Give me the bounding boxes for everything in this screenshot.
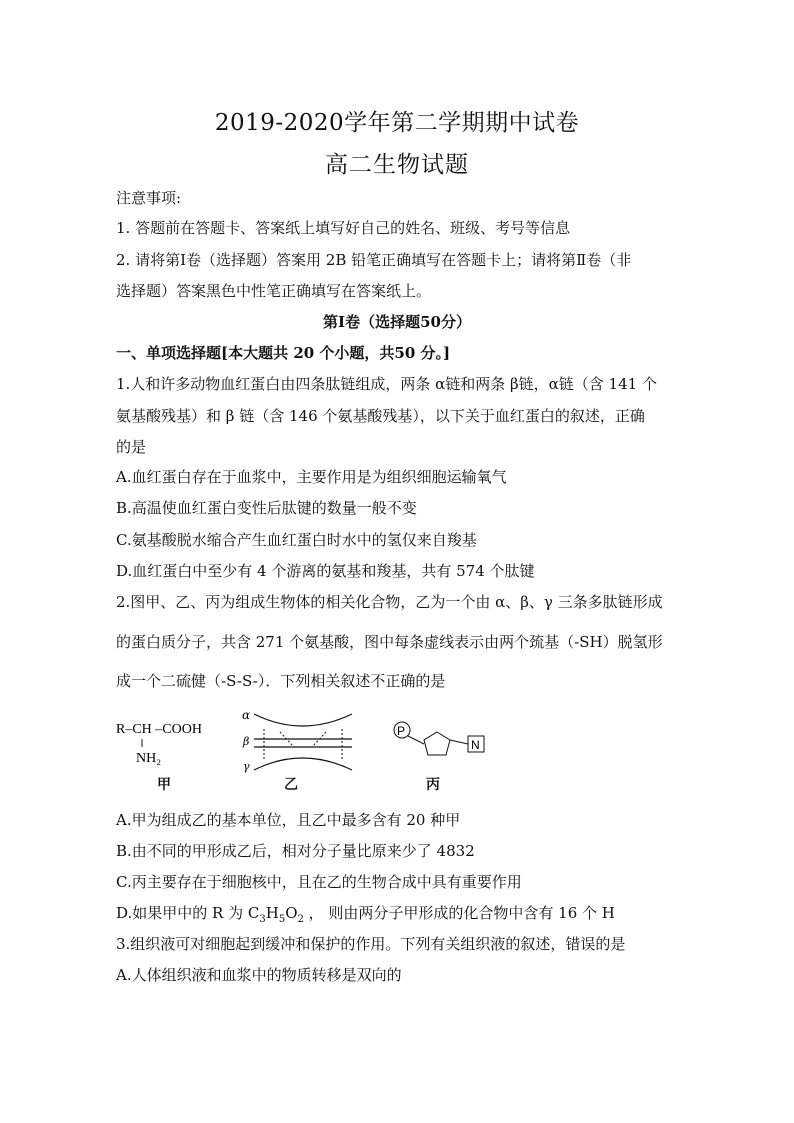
q2-d-sub-2: 5 <box>278 914 286 925</box>
q2-d-sub-3: 2 <box>297 914 304 925</box>
yi-chain-beta-label: β <box>243 735 250 748</box>
q1-option-a: A.血红蛋白存在于血浆中，主要作用是为组织细胞运输氧气 <box>116 468 507 486</box>
bing-base-label: N <box>471 738 480 752</box>
note-item-1: 1. 答题前在答题卡、答案纸上填写好自己的姓名、班级、考号等信息 <box>116 219 571 237</box>
yi-chain-gamma-label: γ <box>243 760 250 773</box>
q2-d-text-pre: D.如果甲中的 R 为 C <box>116 904 260 922</box>
figure-label-jia: 甲 <box>157 777 171 793</box>
yi-gamma-chain <box>254 758 352 770</box>
q1-stem-line-2: 氨基酸残基）和 β 链（含 146 个氨基酸残基），以下关于血红蛋白的叙述，正确 <box>116 407 645 425</box>
q2-stem-line-1: 2.图甲、乙、丙为组成生物体的相关化合物，乙为一个由 α、β、γ 三条多肽链形成 <box>116 593 663 611</box>
q2-stem-line-2: 的蛋白质分子，共含 271 个氨基酸，图中每条虚线表示由两个巯基（-SH）脱氢形 <box>116 633 663 651</box>
q3-stem-line-1: 3.组织液可对细胞起到缓冲和保护的作用。下列有关组织液的叙述，错误的是 <box>116 935 626 953</box>
exam-title: 2019-2020学年第二学期期中试卷 <box>214 110 580 136</box>
bing-phosphate-label: P <box>397 724 406 738</box>
q2-d-text-o: O <box>285 904 298 922</box>
q2-d-text-post: ， 则由两分子甲形成的化合物中含有 16 个 H <box>303 904 615 922</box>
q1-option-c: C.氨基酸脱水缩合产生血红蛋白时水中的氢仅来自羧基 <box>116 531 477 549</box>
q2-d-sub-1: 3 <box>259 914 266 925</box>
figure-label-bing: 丙 <box>426 777 440 793</box>
q1-stem-line-1: 1.人和许多动物血红蛋白由四条肽链组成，两条 α链和两条 β链，α链（含 141 个 <box>116 375 657 393</box>
jia-formula-top: R–CH –COOH <box>116 722 202 737</box>
q2-stem-line-3: 成一个二硫健（-S-S-）．下列相关叙述不正确的是 <box>116 672 446 690</box>
note-item-2-line-1: 2. 请将第Ⅰ卷（选择题）答案用 2B 铅笔正确填写在答题卡上；请将第Ⅱ卷（非 <box>116 251 632 269</box>
yi-alpha-chain <box>254 714 352 726</box>
q1-option-b: B.高温使血红蛋白变性后肽键的数量一般不变 <box>116 499 417 517</box>
exam-subtitle: 高二生物试题 <box>325 152 469 178</box>
note-item-2-line-2: 选择题）答案黑色中性笔正确填写在答案纸上。 <box>116 282 432 300</box>
q2-option-c: C.丙主要存在于细胞核中，且在乙的生物合成中具有重要作用 <box>116 873 522 891</box>
q1-stem-line-3: 的是 <box>116 438 147 456</box>
bing-pentose-ring <box>424 732 450 755</box>
notes-heading: 注意事项: <box>116 189 182 207</box>
q1-option-d: D.血红蛋白中至少有 4 个游离的氨基和羧基，共有 574 个肽键 <box>116 562 535 580</box>
figure-label-yi: 乙 <box>284 777 298 793</box>
q2-option-a: A.甲为组成乙的基本单位，且乙中最多含有 20 种甲 <box>116 811 461 829</box>
jia-formula-bottom: NH₂ <box>136 751 162 766</box>
bing-bond-2 <box>450 740 468 744</box>
q2-d-text-h: H <box>265 904 279 922</box>
q3-option-a: A.人体组织液和血浆中的物质转移是双向的 <box>116 966 402 984</box>
part-heading: 一、单项选择题[本大题共 20 个小题，共50 分。] <box>116 344 451 362</box>
q2-figure <box>112 702 512 774</box>
q2-option-b: B.由不同的甲形成乙后，相对分子量比原来少了 4832 <box>116 842 475 860</box>
bing-bond-1 <box>408 736 424 744</box>
section-title: 第Ⅰ卷（选择题50分） <box>323 313 471 331</box>
yi-chain-alpha-label: α <box>242 708 251 722</box>
q2-option-d <box>116 902 615 925</box>
